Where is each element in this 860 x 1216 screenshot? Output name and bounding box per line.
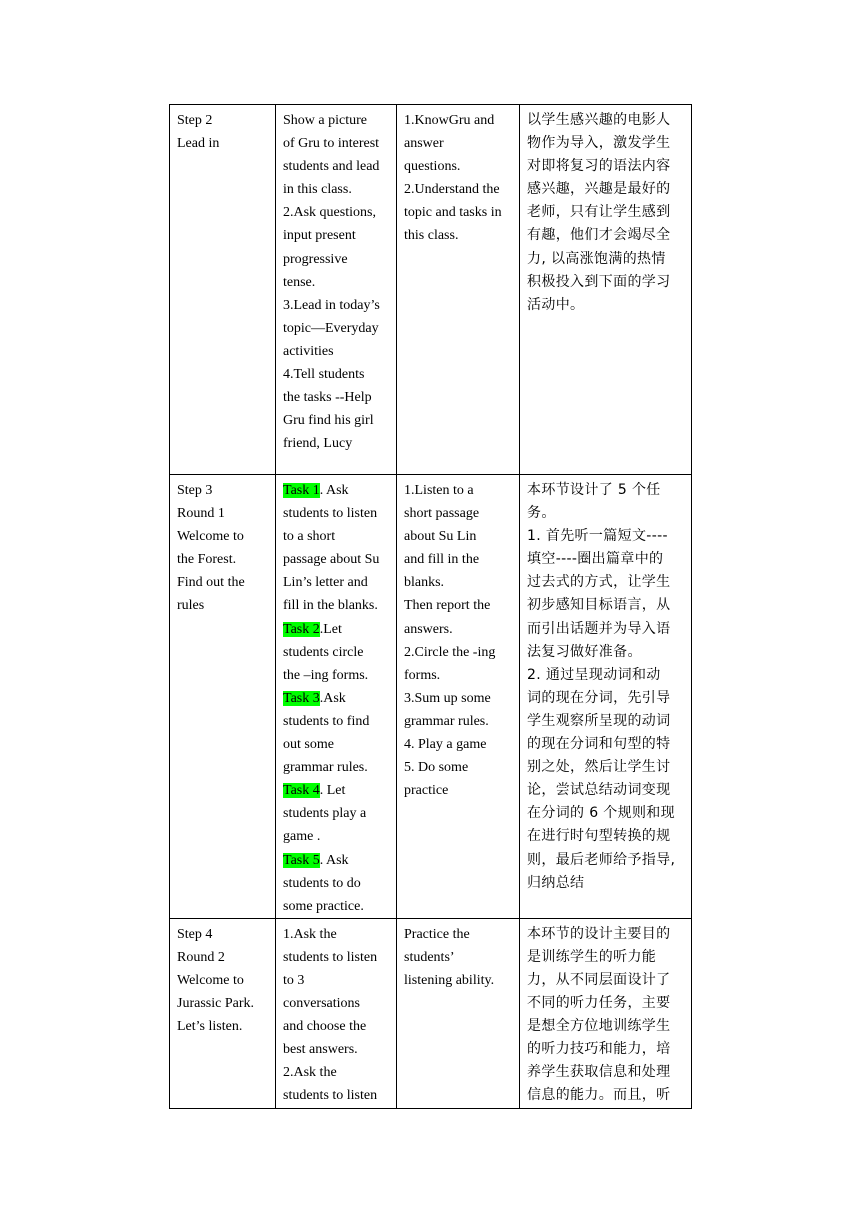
text-line: the tasks --Help bbox=[283, 390, 372, 406]
table-row-step-2 bbox=[170, 105, 692, 475]
text-line: 2.Circle the -ing bbox=[404, 644, 496, 660]
text-line: 务。 bbox=[527, 505, 556, 522]
text-line: topic and tasks in bbox=[404, 205, 502, 221]
text-line: Round 2 bbox=[177, 949, 225, 965]
text-line: 2.Ask the bbox=[283, 1065, 337, 1081]
text-line: and fill in the bbox=[404, 552, 480, 568]
text-line: 活动中。 bbox=[527, 296, 585, 313]
task-instruction-start: . Ask bbox=[319, 852, 349, 868]
text-line: 初步感知目标语言，从 bbox=[527, 597, 671, 614]
text-line: input present bbox=[283, 228, 356, 244]
text-line: 学生观察所呈现的动词 bbox=[527, 712, 671, 729]
text-line: to 3 bbox=[283, 972, 305, 988]
text-line: 4.Tell students bbox=[283, 367, 365, 383]
text-line: 4. Play a game bbox=[404, 737, 487, 753]
text-line: students play a bbox=[283, 806, 367, 822]
text-line: questions. bbox=[404, 159, 461, 175]
text-line: 1.KnowGru and bbox=[404, 113, 495, 128]
task-instruction-start: . Ask bbox=[319, 483, 349, 498]
task-line bbox=[283, 779, 392, 802]
student-activity-cell bbox=[397, 918, 520, 1108]
text-line: the –ing forms. bbox=[283, 667, 369, 683]
text-line: activities bbox=[283, 343, 334, 359]
text-line: 本环节设计了 5 个任 bbox=[527, 482, 661, 498]
text-line: 信息的能力。而且，听 bbox=[527, 1087, 671, 1104]
teacher-activity-cell bbox=[276, 105, 397, 475]
text-line: Lin’s letter and bbox=[283, 575, 368, 591]
text-line: 3.Lead in today’s bbox=[283, 297, 380, 313]
text-line: 归纳总结 bbox=[527, 874, 585, 891]
text-line: tense. bbox=[283, 274, 316, 290]
task-line bbox=[283, 479, 392, 502]
text-line: 物作为导入，激发学生 bbox=[527, 135, 671, 152]
task-highlight-label: Task 3 bbox=[283, 690, 320, 706]
text-line: listening ability. bbox=[404, 972, 495, 988]
text-line: Welcome to bbox=[177, 972, 244, 988]
text-line: Show a picture bbox=[283, 113, 367, 128]
text-line: students to listen bbox=[283, 506, 378, 522]
text-line: 法复习做好准备。 bbox=[527, 643, 642, 660]
step-cell bbox=[170, 918, 276, 1108]
text-line: 则，最后老师给予指导, bbox=[527, 851, 676, 868]
text-line: students and lead bbox=[283, 159, 380, 175]
text-line: friend, Lucy bbox=[283, 436, 353, 452]
text-line: Practice the bbox=[404, 926, 470, 942]
text-line: answer bbox=[404, 136, 444, 152]
text-line: students to listen bbox=[283, 949, 378, 965]
text-line: students to listen bbox=[283, 1088, 378, 1104]
step-cell bbox=[170, 105, 276, 475]
text-line: 论，尝试总结动词变现 bbox=[527, 782, 671, 799]
text-line: 5. Do some bbox=[404, 760, 469, 776]
text-line: progressive bbox=[283, 251, 348, 267]
task-line bbox=[283, 687, 392, 710]
text-line: Step 4 bbox=[177, 926, 213, 942]
text-line: best answers. bbox=[283, 1042, 358, 1058]
text-line: 是想全方位地训练学生 bbox=[527, 1018, 671, 1035]
text-line: 在分词的 6 个规则和现 bbox=[527, 805, 676, 822]
design-purpose-cell bbox=[520, 918, 692, 1108]
text-line: some practice. bbox=[283, 898, 364, 914]
text-line: 养学生获取信息和处理 bbox=[527, 1064, 671, 1081]
text-line: 的现在分词和句型的特 bbox=[527, 736, 671, 753]
text-line: to a short bbox=[283, 529, 336, 545]
task-highlight-label: Task 1 bbox=[283, 483, 320, 498]
text-line: and choose the bbox=[283, 1019, 367, 1035]
text-line: in this class. bbox=[283, 182, 352, 198]
text-line: conversations bbox=[283, 996, 360, 1012]
text-line: 2. 通过呈现动词和动 bbox=[527, 666, 661, 683]
task-instruction-start: .Let bbox=[319, 621, 342, 637]
text-line: game . bbox=[283, 829, 321, 845]
text-line: 2.Ask questions, bbox=[283, 205, 376, 221]
task-line bbox=[283, 849, 392, 872]
task-instruction-start: . Let bbox=[319, 783, 346, 799]
text-line: 1. 首先听一篇短文---- bbox=[527, 528, 668, 545]
text-line: Step 2 bbox=[177, 113, 213, 128]
text-line: 老师，只有让学生感到 bbox=[527, 204, 671, 221]
lesson-plan-table bbox=[169, 104, 692, 1109]
step-cell bbox=[170, 475, 276, 919]
text-line: Welcome to bbox=[177, 529, 244, 545]
design-purpose-cell bbox=[520, 475, 692, 919]
text-line: about Su Lin bbox=[404, 529, 477, 545]
design-purpose-cell bbox=[520, 105, 692, 475]
student-activity-cell bbox=[397, 475, 520, 919]
text-line: this class. bbox=[404, 228, 459, 244]
text-line: 过去式的方式，让学生 bbox=[527, 574, 671, 591]
text-line: grammar rules. bbox=[283, 760, 368, 776]
text-line: 有趣，他们才会竭尽全 bbox=[527, 227, 671, 244]
text-line: the Forest. bbox=[177, 552, 237, 568]
task-highlight-label: Task 2 bbox=[283, 621, 320, 637]
text-line: rules bbox=[177, 598, 205, 614]
text-line: Find out the bbox=[177, 575, 245, 591]
text-line: 在进行时句型转换的规 bbox=[527, 828, 671, 845]
text-line: students to find bbox=[283, 713, 370, 729]
text-line: 2.Understand the bbox=[404, 182, 500, 198]
text-line: 力，从不同层面设计了 bbox=[527, 971, 671, 988]
table-row-step-4 bbox=[170, 918, 692, 1108]
text-line: 感兴趣，兴趣是最好的 bbox=[527, 181, 671, 198]
text-line: answers. bbox=[404, 621, 453, 637]
text-line: topic—Everyday bbox=[283, 320, 379, 336]
text-line: fill in the blanks. bbox=[283, 598, 378, 614]
text-line: 积极投入到下面的学习 bbox=[527, 273, 671, 290]
text-line: 以学生感兴趣的电影人 bbox=[527, 112, 671, 128]
table-row-step-3 bbox=[170, 475, 692, 919]
text-line: Jurassic Park. bbox=[177, 996, 254, 1012]
text-line: practice bbox=[404, 783, 449, 799]
text-line: 填空----圈出篇章中的 bbox=[527, 551, 664, 568]
text-line: forms. bbox=[404, 667, 441, 683]
task-highlight-label: Task 5 bbox=[283, 852, 320, 868]
text-line: Lead in bbox=[177, 136, 220, 152]
text-line: 3.Sum up some bbox=[404, 690, 491, 706]
text-line: grammar rules. bbox=[404, 713, 489, 729]
teacher-activity-cell bbox=[276, 918, 397, 1108]
text-line: 别之处，然后让学生讨 bbox=[527, 759, 671, 776]
text-line: out some bbox=[283, 737, 334, 753]
text-line: Let’s listen. bbox=[177, 1019, 243, 1035]
text-line: Then report the bbox=[404, 598, 491, 614]
text-line: 力, 以高涨饱满的热情 bbox=[527, 250, 666, 267]
task-line bbox=[283, 618, 392, 641]
text-line: 对即将复习的语法内容 bbox=[527, 158, 671, 175]
student-activity-cell bbox=[397, 105, 520, 475]
text-line: 本环节的设计主要目的 bbox=[527, 925, 671, 942]
teacher-activity-cell bbox=[276, 475, 397, 919]
text-line: Step 3 bbox=[177, 483, 213, 498]
text-line: of Gru to interest bbox=[283, 136, 380, 152]
text-line: 词的现在分词，先引导 bbox=[527, 689, 671, 706]
text-line: 是训练学生的听力能 bbox=[527, 948, 657, 965]
text-line: 1.Ask the bbox=[283, 926, 337, 942]
text-line: 1.Listen to a bbox=[404, 483, 474, 498]
text-line: short passage bbox=[404, 506, 480, 522]
text-line: blanks. bbox=[404, 575, 445, 591]
text-line: passage about Su bbox=[283, 552, 380, 568]
text-line: students’ bbox=[404, 949, 455, 965]
text-line: 的听力技巧和能力，培 bbox=[527, 1041, 671, 1058]
text-line: Round 1 bbox=[177, 506, 225, 522]
text-line: students circle bbox=[283, 644, 364, 660]
task-highlight-label: Task 4 bbox=[283, 783, 320, 799]
text-line: 不同的听力任务，主要 bbox=[527, 995, 671, 1012]
task-instruction-start: .Ask bbox=[319, 690, 346, 706]
text-line: Gru find his girl bbox=[283, 413, 374, 429]
text-line: 而引出话题并为导入语 bbox=[527, 620, 671, 637]
text-line: students to do bbox=[283, 875, 361, 891]
